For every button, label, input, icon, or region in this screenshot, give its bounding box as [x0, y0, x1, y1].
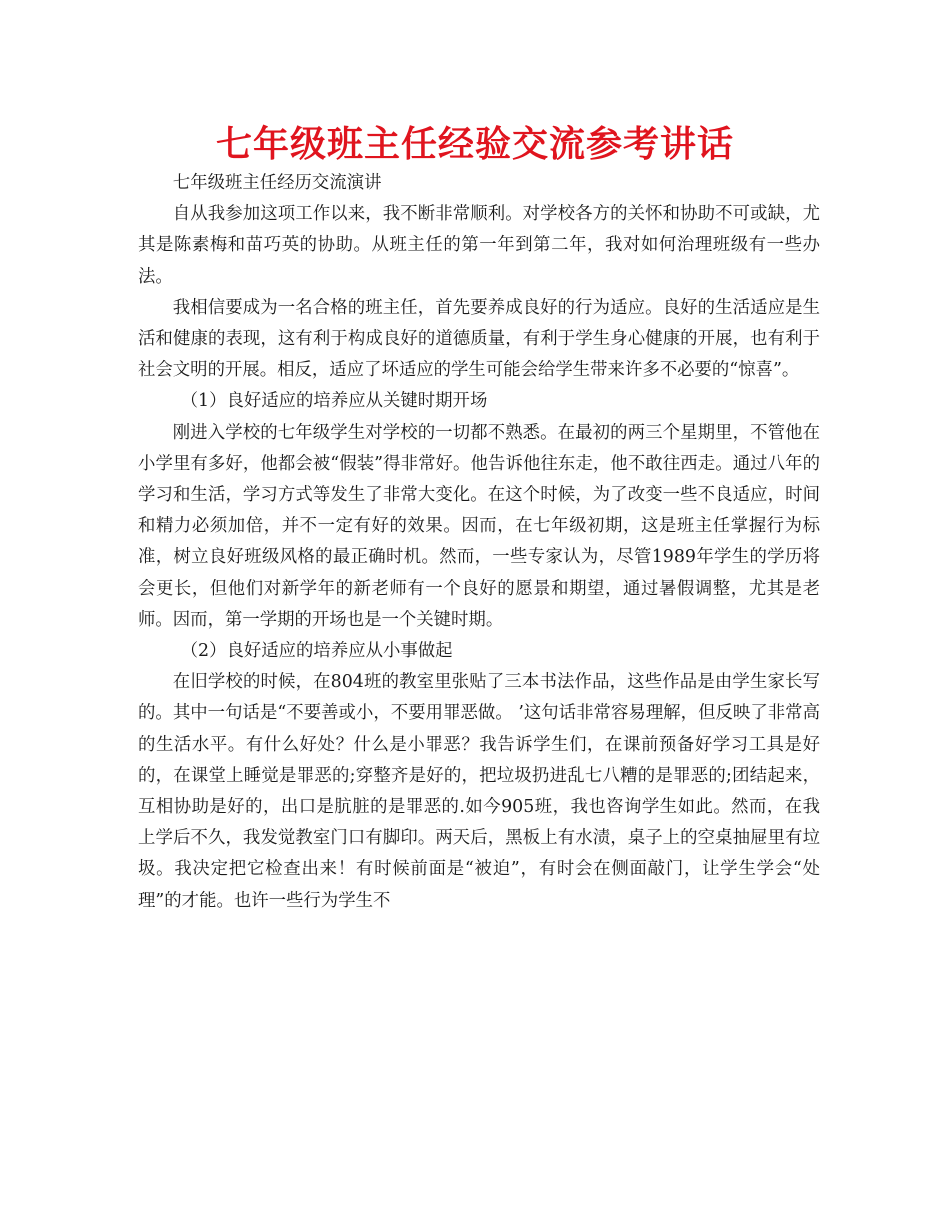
document-body [138, 168, 820, 917]
document-subtitle: 七年级班主任经历交流演讲 [172, 173, 382, 193]
section-paragraph-1: 刚进入学校的七年级学生对学校的一切都不熟悉。在最初的两三个星期里，不管他在小学里有多好，他都会被“假装”得非常好。他告诉他往东走，他不敢往西走。通过八年的学习和生活，学习方式等发生了非常大变化。在这个时候，为了改变一些不良适应，时间和精力必须加倍，并不一定有好的效果。因而，在七年级初期，这是班主任掌握行为标准，树立良好班级风格的最正确时机。然而，一些专家认为，尽管1989年学生的学历将会更长，但他们对新学年的新老师有一个良好的愿景和期望，通过暑假调整，尤其是老师。因而，第一学期的开场也是一个关键时期。 [138, 422, 820, 630]
document-title: 七年级班主任经验交流参考讲话 [215, 123, 734, 165]
section-heading-1: （1）良好适应的培养应从关键时期开场 [180, 391, 488, 412]
section-heading-2: （2）良好适应的培养应从小事做起 [180, 641, 453, 662]
paragraph-intro: 自从我参加这项工作以来，我不断非常顺利。对学校各方的关怀和协助不可或缺，尤其是陈素梅和苗巧英的协助。从班主任的第一年到第二年，我对如何治理班级有一些办法。 [138, 204, 820, 287]
section-paragraph-2: 在旧学校的时候，在804班的教室里张贴了三本书法作品，这些作品是由学生家长写的。其中一句话是“不要善或小，不要用罪恶做。 ’这句话非常容易理解，但反映了非常高的生活水平。有什么好处？什么是小罪恶？我告诉学生们，在课前预备好学习工具是好的，在课堂上睡觉是罪恶的;穿整齐是好的，把垃圾扔进乱七八糟的是罪恶的;团结起来，互相协助是好的，出口是肮脏的是罪恶的.如今905班，我也咨询学生如此。然而，在我上学后不久，我发觉教室门口有脚印。两天后，黑板上有水渍，桌子上的空桌抽屉里有垃圾。我决定把它检查出来！有时候前面是“被迫”，有时会在侧面敲门，让学生学会“处理”的才能。也许一些行为学生不 [138, 672, 820, 911]
paragraph-habits: 我相信要成为一名合格的班主任，首先要养成良好的行为适应。良好的生活适应是生活和健康的表现，这有利于构成良好的道德质量，有利于学生身心健康的开展，也有利于社会文明的开展。相反，适应了坏适应的学生可能会给学生带来许多不必要的“惊喜”。 [138, 297, 820, 381]
